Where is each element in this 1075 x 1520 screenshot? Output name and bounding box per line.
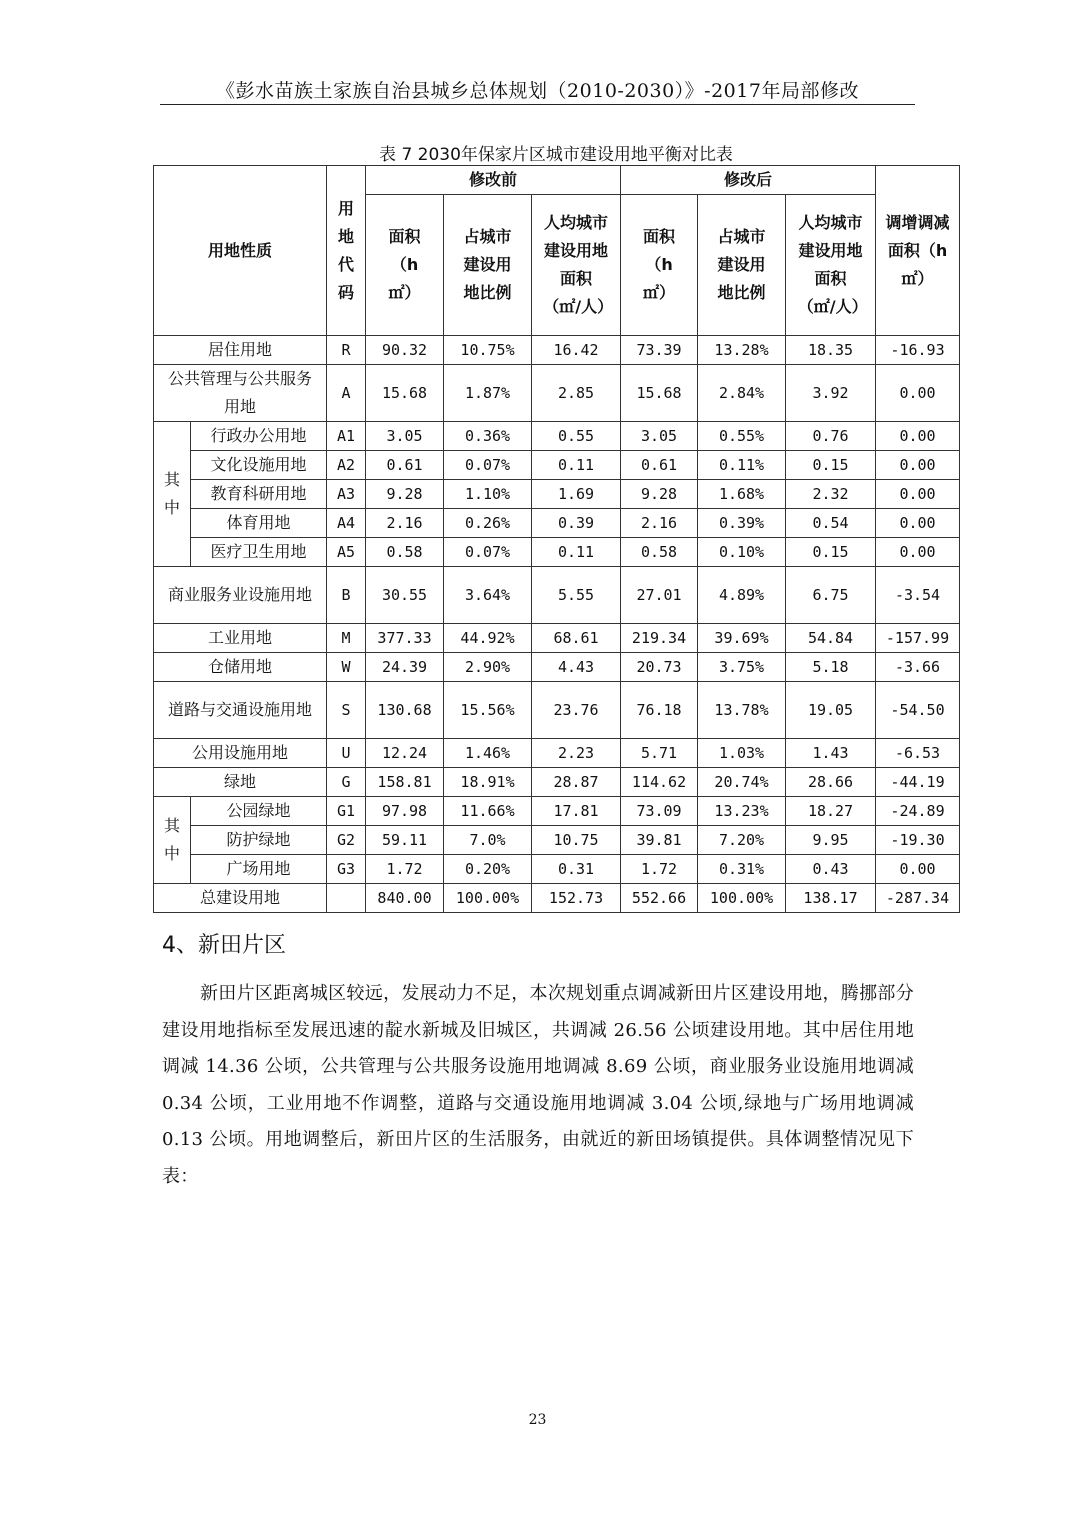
header-before: 修改前 xyxy=(366,166,621,195)
body-paragraph: 新田片区距离城区较远，发展动力不足，本次规划重点调减新田片区建设用地，腾挪部分建设用地指标至发展迅速的靛水新城及旧城区，共调减 26.56 公顷建设用地。其中居住用地调减 14.36 公顷，公共管理与公共服务设施用地调减 8.69 公顷，商业服务业设施用地调减 0.34 公顷，工业用地不作调整，道路与交通设施用地调减 3.04 公顷,绿地与广场用地调减 0.13 公顷。用地调整后，新田片区的生活服务，由就近的新田场镇提供。具体调整情况见下表： xyxy=(162,983,914,1187)
table-row: 广场用地 G3 1.72 0.20% 0.31 1.72 0.31% 0.43 0.00 xyxy=(154,855,960,884)
table-row: 仓储用地 W 24.39 2.90% 4.43 20.73 3.75% 5.18 -3.66 xyxy=(154,653,960,682)
header-percapita-before: 人均城市建设用地面积（㎡/人） xyxy=(532,195,621,336)
table-row: 体育用地 A4 2.16 0.26% 0.39 2.16 0.39% 0.54 0.00 xyxy=(154,509,960,538)
table-row: 绿地 G 158.81 18.91% 28.87 114.62 20.74% 28.66 -44.19 xyxy=(154,768,960,797)
table-row: 教育科研用地 A3 9.28 1.10% 1.69 9.28 1.68% 2.32 0.00 xyxy=(154,480,960,509)
table-row: 公共管理与公共服务用地 A 15.68 1.87% 2.85 15.68 2.84% 3.92 0.00 xyxy=(154,365,960,422)
table-row: 医疗卫生用地 A5 0.58 0.07% 0.11 0.58 0.10% 0.15 0.00 xyxy=(154,538,960,567)
table-row: 其中 公园绿地 G1 97.98 11.66% 17.81 73.09 13.23% 18.27 -24.89 xyxy=(154,797,960,826)
table-row: 其中 行政办公用地 A1 3.05 0.36% 0.55 3.05 0.55% 0.76 0.00 xyxy=(154,422,960,451)
header-area-after: 面积（h ㎡） xyxy=(621,195,698,336)
table-caption: 表 7 2030年保家片区城市建设用地平衡对比表 xyxy=(379,145,733,165)
header-ratio-before: 占城市建设用地比例 xyxy=(444,195,532,336)
land-balance-table xyxy=(153,165,960,913)
header-code: 用地代码 xyxy=(327,166,366,336)
table-row: 防护绿地 G2 59.11 7.0% 10.75 39.81 7.20% 9.95 -19.30 xyxy=(154,826,960,855)
header-rule xyxy=(160,104,915,105)
group-label-a: 其中 xyxy=(154,422,191,567)
table-row: 商业服务业设施用地 B 30.55 3.64% 5.55 27.01 4.89% 6.75 -3.54 xyxy=(154,567,960,624)
header-land-type: 用地性质 xyxy=(154,166,327,336)
header-after: 修改后 xyxy=(621,166,876,195)
document-header: 《彭水苗族土家族自治县城乡总体规划（2010-2030）》-2017年局部修改 xyxy=(216,80,859,102)
table-row: 公用设施用地 U 12.24 1.46% 2.23 5.71 1.03% 1.43 -6.53 xyxy=(154,739,960,768)
section-heading: 4、新田片区 xyxy=(162,933,286,958)
header-percapita-after: 人均城市建设用地面积（㎡/人） xyxy=(786,195,876,336)
group-label-g: 其中 xyxy=(154,797,191,884)
table-row-total: 总建设用地 840.00 100.00% 152.73 552.66 100.00% 138.17 -287.34 xyxy=(154,884,960,913)
table-row: 工业用地 M 377.33 44.92% 68.61 219.34 39.69% 54.84 -157.99 xyxy=(154,624,960,653)
page-number: 23 xyxy=(528,1412,547,1428)
table-row: 道路与交通设施用地 S 130.68 15.56% 23.76 76.18 13.78% 19.05 -54.50 xyxy=(154,682,960,739)
header-ratio-after: 占城市建设用地比例 xyxy=(698,195,786,336)
table-row: 文化设施用地 A2 0.61 0.07% 0.11 0.61 0.11% 0.15 0.00 xyxy=(154,451,960,480)
table-row: 居住用地 R 90.32 10.75% 16.42 73.39 13.28% 18.35 -16.93 xyxy=(154,336,960,365)
header-adjust: 调增调减面积（h ㎡） xyxy=(876,166,960,336)
header-area-before: 面积（h ㎡） xyxy=(366,195,444,336)
